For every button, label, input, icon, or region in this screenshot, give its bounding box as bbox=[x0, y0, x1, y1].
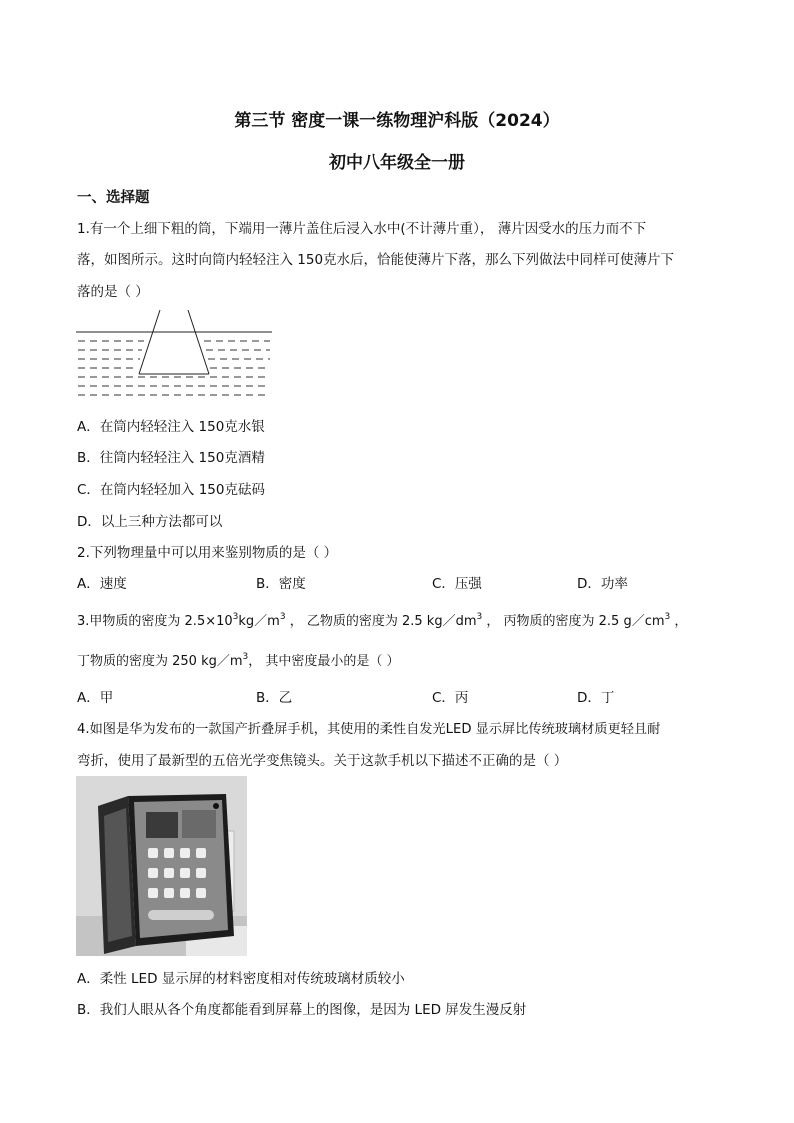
question-3-option-c: C．丙 bbox=[432, 690, 469, 706]
page-subtitle: 初中八年级全一册 bbox=[329, 153, 465, 173]
question-1-text-line2: 落，如图所示。这时向筒内轻轻注入 150克水后，恰能使薄片下落，那么下列做法中同样可使薄片下 bbox=[77, 252, 675, 268]
tube-right-wall bbox=[188, 310, 209, 374]
question-3-option-b: B．乙 bbox=[256, 690, 293, 706]
question-2-option-c: C．压强 bbox=[432, 576, 482, 592]
tube-in-water-figure bbox=[76, 310, 272, 400]
foldable-phone-photo bbox=[76, 776, 247, 956]
question-2-option-a: A．速度 bbox=[77, 576, 127, 592]
question-1-option-b: B．往筒内轻轻注入 150克酒精 bbox=[77, 450, 265, 466]
question-4-text-line2: 弯折，使用了最新型的五倍光学变焦镜头。关于这款手机以下描述不正确的是（ ） bbox=[77, 753, 568, 769]
water-dashes bbox=[78, 341, 270, 395]
question-2-text: 2.下列物理量中可以用来鉴别物质的是（ ） bbox=[77, 545, 338, 561]
question-1-option-a: A．在筒内轻轻注入 150克水银 bbox=[77, 419, 265, 435]
question-3-text-line1: 3.甲物质的密度为 $2.5\times 10^3kg/m^3$ ， 乙物质的密度为 2.5 $kg/dm^3$ ， 丙物质的密度为 2.5 $g/cm^3$ ， bbox=[77, 612, 688, 629]
page-title: 第三节 密度一课一练物理沪科版（2024） bbox=[234, 111, 560, 131]
question-4-text-line1: 4.如图是华为发布的一款国产折叠屏手机，其使用的柔性自发光LED 显示屏比传统玻璃材质更轻且耐 bbox=[77, 722, 661, 737]
question-1-text-line1: 1.有一个上细下粗的筒，下端用一薄片盖住后浸入水中(不计薄片重）， 薄片因受水的压力而不下 bbox=[77, 221, 647, 237]
question-1-option-c: C．在筒内轻轻加入 150克砝码 bbox=[77, 482, 265, 498]
question-3-option-a: A．甲 bbox=[77, 690, 114, 706]
section-heading: 一、选择题 bbox=[77, 190, 150, 206]
question-4-option-b: B．我们人眼从各个角度都能看到屏幕上的图像，是因为 LED 屏发生漫反射 bbox=[77, 1002, 527, 1018]
question-4-option-a: A．柔性 LED 显示屏的材料密度相对传统玻璃材质较小 bbox=[77, 971, 405, 987]
question-2-option-b: B．密度 bbox=[256, 576, 306, 592]
question-1-option-d: D．以上三种方法都可以 bbox=[77, 514, 223, 530]
question-2-option-d: D．功率 bbox=[577, 576, 628, 592]
question-1-text-line3: 落的是（ ） bbox=[77, 284, 149, 300]
tube-left-wall bbox=[139, 310, 160, 374]
question-3-text-line2: 丁物质的密度为 250 $kg/m^3$， 其中密度最小的是（ ） bbox=[77, 652, 400, 669]
question-3-option-d: D．丁 bbox=[577, 690, 615, 706]
